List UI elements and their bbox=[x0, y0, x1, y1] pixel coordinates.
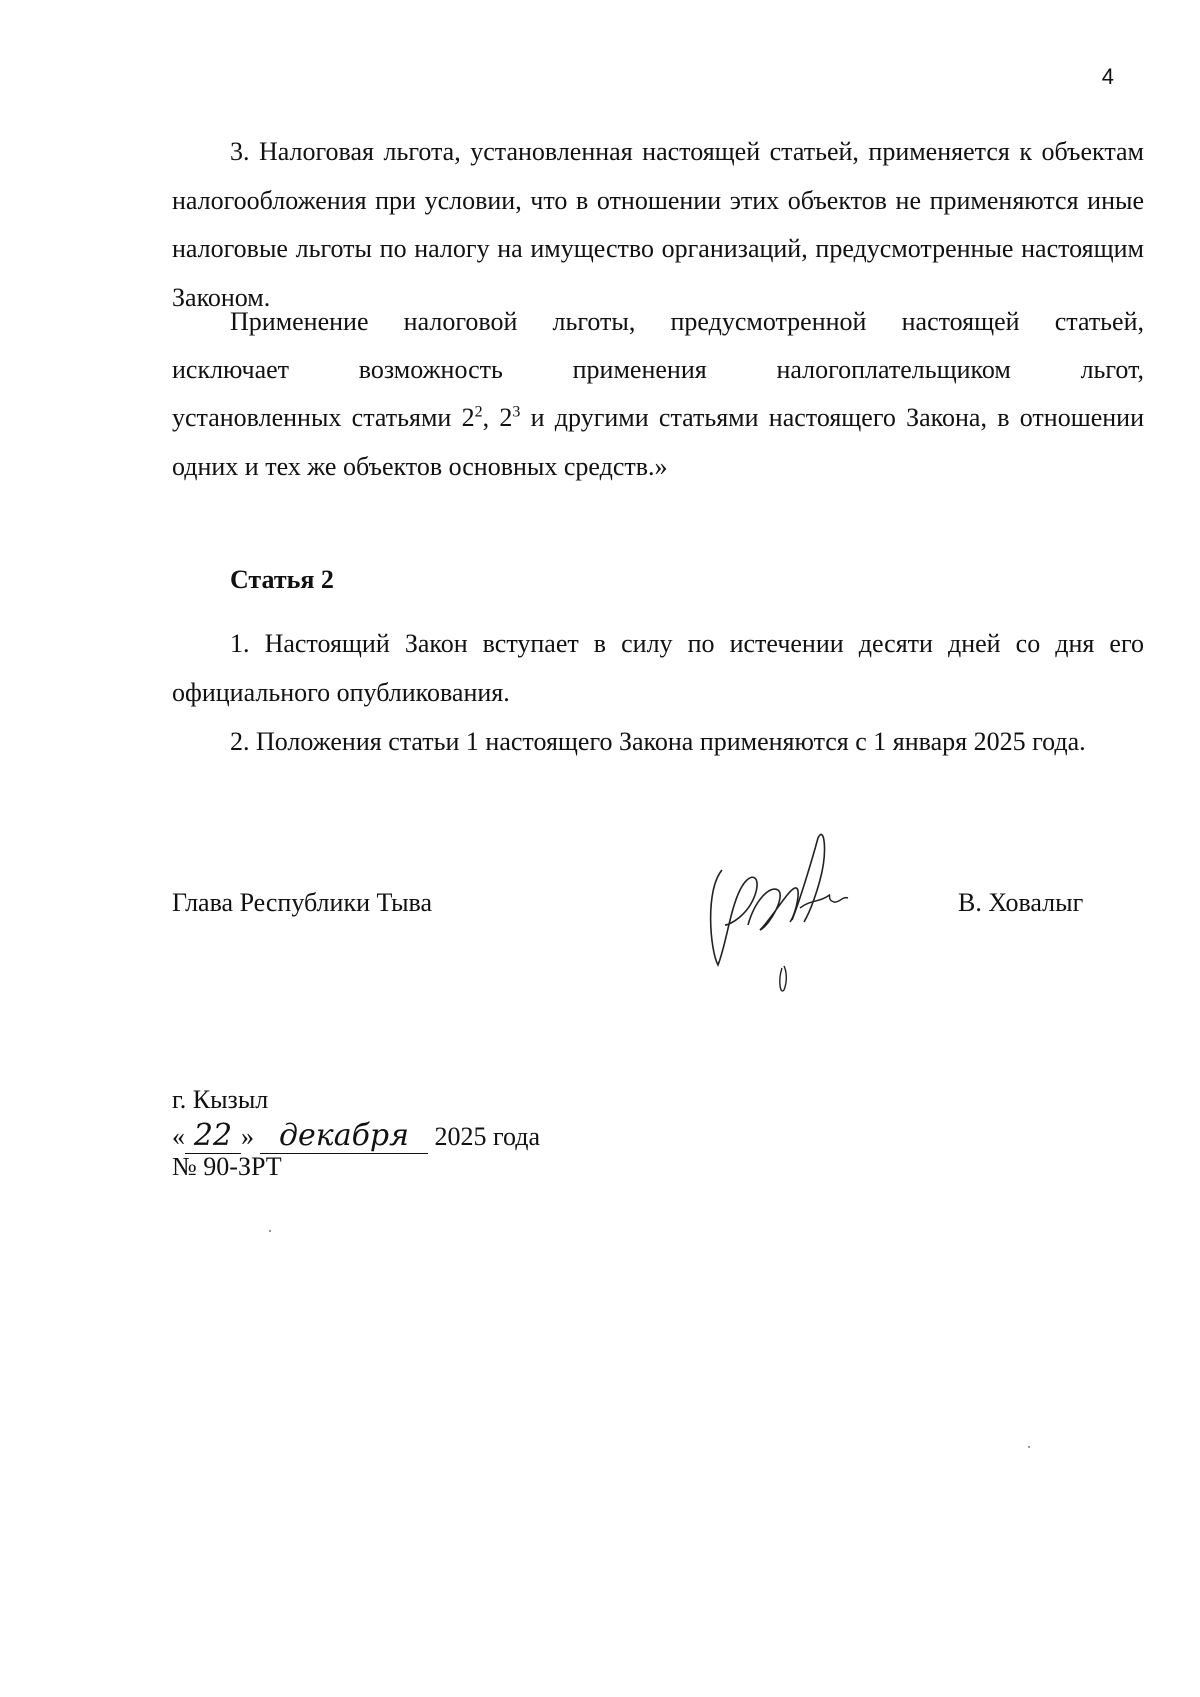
paragraph-text: установленных статьями 2 bbox=[172, 403, 475, 432]
paragraph-application-line1 bbox=[172, 298, 1144, 347]
scan-speck bbox=[269, 1230, 271, 1232]
superscript: 3 bbox=[512, 403, 521, 421]
handwritten-month: декабря bbox=[260, 1118, 428, 1154]
page-number: 4 bbox=[1101, 64, 1114, 89]
paragraph-text: 3. Налоговая льгота, установленная настоящей статьей, применяется к объектам налогообложения при условии, что в отношении этих объектов не применяются иные налоговые льготы по налогу на имущество организаций, предусмотренные настоящим Законом. bbox=[172, 137, 1144, 312]
superscript: 2 bbox=[474, 403, 483, 421]
city-line: г. Кызыл bbox=[172, 1085, 269, 1114]
handwritten-signature bbox=[700, 830, 860, 1000]
article-item-2 bbox=[172, 718, 1144, 767]
paragraph-text: исключает возможность применения налогоплательщиком льгот, bbox=[172, 355, 1144, 384]
paragraph-text: 1. Настоящий Закон вступает в силу по истечении десяти дней со дня его официального опубликования. bbox=[172, 629, 1144, 707]
quote-open: « bbox=[172, 1122, 185, 1151]
paragraph-text: Применение налоговой льготы, предусмотренной настоящей статьей, bbox=[230, 307, 1144, 336]
signatory-name: В. Ховалыг bbox=[958, 888, 1084, 917]
article-item-1 bbox=[172, 620, 1144, 717]
handwritten-day: 22 bbox=[185, 1118, 241, 1154]
paragraph-text: 2. Положения статьи 1 настоящего Закона применяются с 1 января 2025 года. bbox=[230, 727, 1086, 756]
signing-date bbox=[172, 1118, 540, 1154]
quote-close: » bbox=[241, 1122, 254, 1151]
paragraph-tax-benefit-conditions bbox=[172, 128, 1144, 322]
scan-speck bbox=[1028, 1446, 1030, 1448]
article-heading: Статья 2 bbox=[230, 565, 334, 594]
law-number: № 90-ЗРТ bbox=[172, 1152, 282, 1181]
signatory-position: Глава Республики Тыва bbox=[172, 888, 433, 917]
paragraph-text: и другими статьями настоящего Закона, в отношении одних и тех же объектов основных средств.» bbox=[172, 403, 1144, 481]
paragraph-application-rest bbox=[172, 394, 1144, 491]
paragraph-application-line2 bbox=[172, 346, 1144, 395]
year-text: 2025 года bbox=[434, 1122, 541, 1151]
paragraph-text: , 2 bbox=[482, 403, 513, 432]
